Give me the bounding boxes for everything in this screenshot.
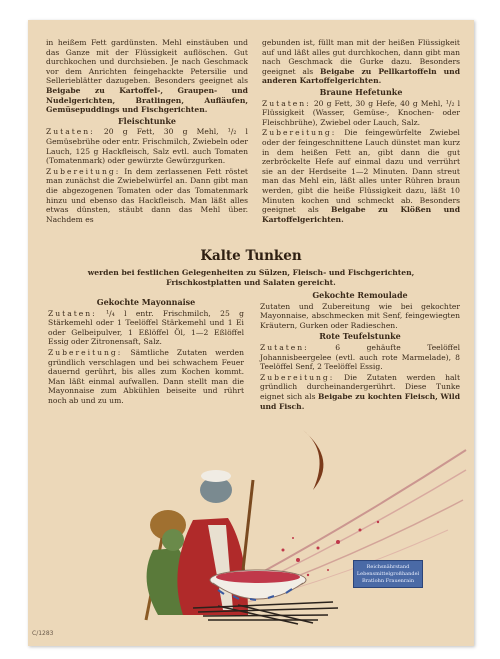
ingredients-label: Zutaten:: [46, 127, 95, 137]
preparation-text: In dem zerlassenen Fett röstet man zunächst die Zwiebelwürfel an. Dann gibt man die abgezogenen Tomaten oder das Tomatenmark hinzu und ebenso das Hackfleisch. Man läßt alles etwas dünsten, stäubt dann das Mehl über. Nachdem es: [46, 166, 248, 224]
column-left-bottom: [48, 296, 244, 407]
preparation-text: Die feingewürfelte Zwiebel oder der feingeschnittene Lauch dünstet man kurz in dem heißen Fett an, gibt dann die gut zerbröckelte Hefe auf einmal dazu und verrührt sie an der Herdseite 1—2 Minuten. Dann streut man das Mehl ein, läßt alles unter Rühren braun werden, gibt die heiße Flüssigkeit dazu, läßt 10 Minuten kochen und schmeckt ab. Besonders geeignet als: [262, 128, 460, 215]
intro-bold-text: Beigabe zu Kartoffel-, Graupen- und Nudelgerichten, Bratlingen, Aufläufen, Gemüsepuddings und Fischgerichten.: [46, 85, 248, 115]
ingredients-text: ¹/₄ l entr. Frischmilch, 25 g Stärkemehl oder 1 Teelöffel Stärkemehl und 1 Ei oder Gelbeipulver, 1 Eßlöffel Öl, 1—2 Eßlöffel Essig oder Zitronensaft, Salz.: [48, 308, 244, 347]
ingredients-label: Zutaten:: [262, 98, 311, 108]
recipe-heading-braune-hefetunke: Braune Hefetunke: [319, 86, 403, 97]
distributor-stamp: [353, 560, 423, 588]
ingredients-label: Zutaten:: [260, 342, 309, 352]
column-right-top: [262, 38, 460, 225]
recipe-heading-gekochte-remoulade: Gekochte Remoulade: [312, 290, 408, 300]
section-title: Kalte Tunken: [200, 248, 302, 264]
intro-text: gebunden ist, füllt man mit der heißen Flüssigkeit auf und läßt alles gut durchkochen, dann gibt man nach Geschmack die Gurke dazu. Besonders geeignet als: [262, 38, 460, 76]
preparation-label: Zubereitung:: [46, 166, 121, 176]
cook-turban: [201, 470, 231, 482]
stirring-stick: [243, 480, 253, 570]
stamp-line-2: Lebensmittelgroßhandel: [356, 571, 420, 577]
stamp-line-3: Bratlohn Frauenrain: [361, 578, 415, 584]
recipe-heading-gekochte-mayonnaise: Gekochte Mayonnaise: [96, 297, 196, 307]
intro-bold-text: Beigabe zu Pellkartoffeln und anderen Kartoffelgerichten.: [262, 66, 460, 86]
preparation-label: Zubereitung:: [260, 372, 335, 382]
preparation-text: Sämtliche Zutaten werden gründlich verschlagen und bei schwachem Feuer dauernd gerührt, bis alles zum Kochen kommt. Man läßt einmal aufwallen. Dann stellt man die Mayonnaise zum Abkühlen beiseite und rührt noch ab und zu um.: [48, 347, 244, 405]
stamp-line-1: Reichsnährstand: [366, 564, 410, 570]
crescent-moon-icon: [303, 430, 323, 490]
devil-cooking-illustration: [98, 430, 468, 630]
ingredients-text: 20 g Fett, 30 g Hefe, 40 g Mehl, ¹/₂ l Flüssigkeit (Wasser, Gemüse-, Knochen- oder Fleischbrühe), Zwiebel oder Lauch, Salz.: [262, 98, 460, 127]
ingredients-label: Zutaten:: [48, 308, 97, 318]
intro-text: in heißem Fett gardünsten. Mehl einstäuben und das Ganze mit der Flüssigkeit auflöschen. Gut durchkochen und durchsieben. Je nach Geschmack vor dem Anrichten feingehackte Petersilie und Sellerieblätter dazugeben. Besonders geeignet als: [46, 38, 248, 86]
column-right-bottom: [260, 289, 460, 412]
preparation-label: Zubereitung:: [262, 128, 337, 138]
ingredients-text: 20 g Fett, 30 g Mehl, ¹/₂ l Gemüsebrühe oder entr. Frischmilch, Zwiebeln oder Lauch, 125 g Hackfleisch, Salz evtl. auch Tomaten (Tomatenmark) oder gewürzte Gewürzgurken.: [46, 127, 248, 166]
preparation-bold-text: Beigabe zu Klößen und Kartoffelgerichten.: [262, 205, 461, 224]
ingredients-text: 6 gehäufte Teelöffel Johannisbeergelee (evtl. auch rote Marmelade), 8 Teelöffel Senf, 2 Teelöffel Essig.: [260, 342, 460, 372]
section-subtitle: werden bei festlichen Gelegenheiten zu Sülzen, Fleisch- und Fischgerichten, Frischkostplatten und Salaten gereicht.: [87, 268, 415, 287]
preparation-bold-text: Beigabe zu kochten Fleisch, Wild und Fisch.: [260, 391, 461, 411]
recipe-heading-fleischtunke: Fleischtunke: [118, 115, 176, 126]
red-sauce: [216, 571, 300, 583]
recipe-heading-rote-teufelstunke: Rote Teufelstunke: [319, 331, 401, 342]
recipe-page: [28, 20, 474, 646]
intro-text: Zutaten und Zubereitung wie bei gekochter Mayonnaise, abschmecken mit Senf, feingewiegten Kräutern, Gurken oder Radieschen.: [260, 301, 460, 330]
column-left-top: [46, 38, 248, 225]
preparation-text: Die Zutaten werden halt gründlich durcheinandergerührt. Diese Tunke eignet sich als: [260, 372, 461, 401]
print-code: C/1283: [32, 630, 54, 637]
preparation-label: Zubereitung:: [48, 347, 123, 357]
